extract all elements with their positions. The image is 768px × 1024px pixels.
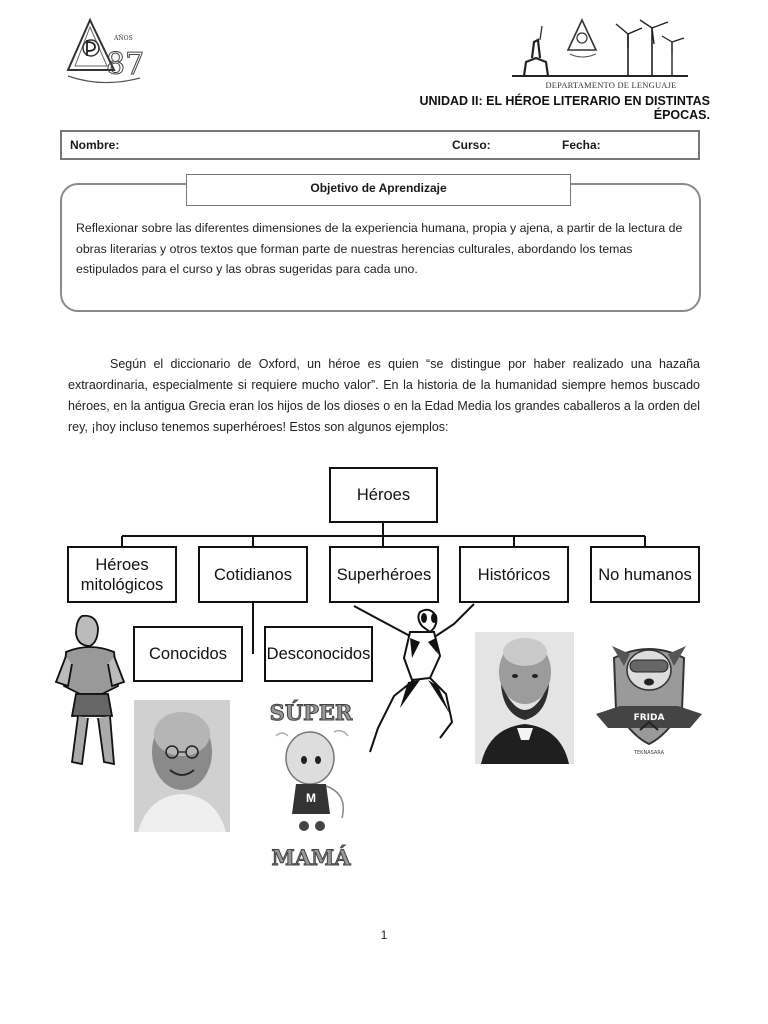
gandhi-photo	[134, 700, 230, 832]
hercules-illustration	[52, 612, 130, 770]
node-historical: Históricos	[459, 546, 569, 603]
objective-title: Objetivo de Aprendizaje	[186, 174, 571, 206]
super-mama-bottom-text: MAMÁ	[271, 845, 351, 870]
node-known: Conocidos	[133, 626, 243, 682]
badge-name: FRIDA	[633, 713, 665, 723]
svg-text:AÑOS: AÑOS	[114, 35, 133, 42]
name-label: Nombre:	[70, 138, 120, 152]
badge-caption: TEKNASARA	[633, 750, 665, 756]
super-mama-illustration	[270, 728, 356, 840]
node-superheroes: Superhéroes	[329, 546, 439, 603]
course-label: Curso:	[452, 138, 491, 152]
dog-badge-illustration	[594, 632, 704, 756]
node-mythological: Héroes mitológicos	[67, 546, 177, 603]
node-unknown: Desconocidos	[264, 626, 373, 682]
unit-title: UNIDAD II: EL HÉROE LITERARIO EN DISTINTAS ÉPOCAS.	[419, 94, 710, 122]
page-number: 1	[380, 928, 388, 942]
svg-text:87: 87	[106, 47, 144, 82]
super-mama-top-text: SÚPER	[269, 700, 353, 725]
intro-text: Según el diccionario de Oxford, un héroe es quien “se distingue por haber realizado una hazaña extraordinaria, especialmente si requiere mucho valor”. En la historia de la humanidad siempre hemos buscado héroes, en la antigua Grecia eran los hijos de los dioses o en la Edad Media los grandes caballeros a la orden del rey, ¡hoy incluso tenemos superhéroes! Estos son algunos ejemplos:	[68, 357, 700, 434]
historical-portrait-photo	[475, 632, 574, 764]
objective-text: Reflexionar sobre las diferentes dimensiones de la experiencia humana, propia y ajena, a partir de la lectura de obras literarias y otros textos que forman parte de nuestras herencias culturales, abordando los temas estipulados para el curso y las obras sugeridas para cada uno.	[76, 221, 683, 276]
node-non-human: No humanos	[590, 546, 700, 603]
node-heroes-root: Héroes	[329, 467, 438, 523]
svg-text:M: M	[306, 791, 316, 805]
department-name: DEPARTAMENTO DE LENGUAJE	[545, 80, 677, 90]
node-everyday: Cotidianos	[198, 546, 308, 603]
date-label: Fecha:	[562, 138, 601, 152]
